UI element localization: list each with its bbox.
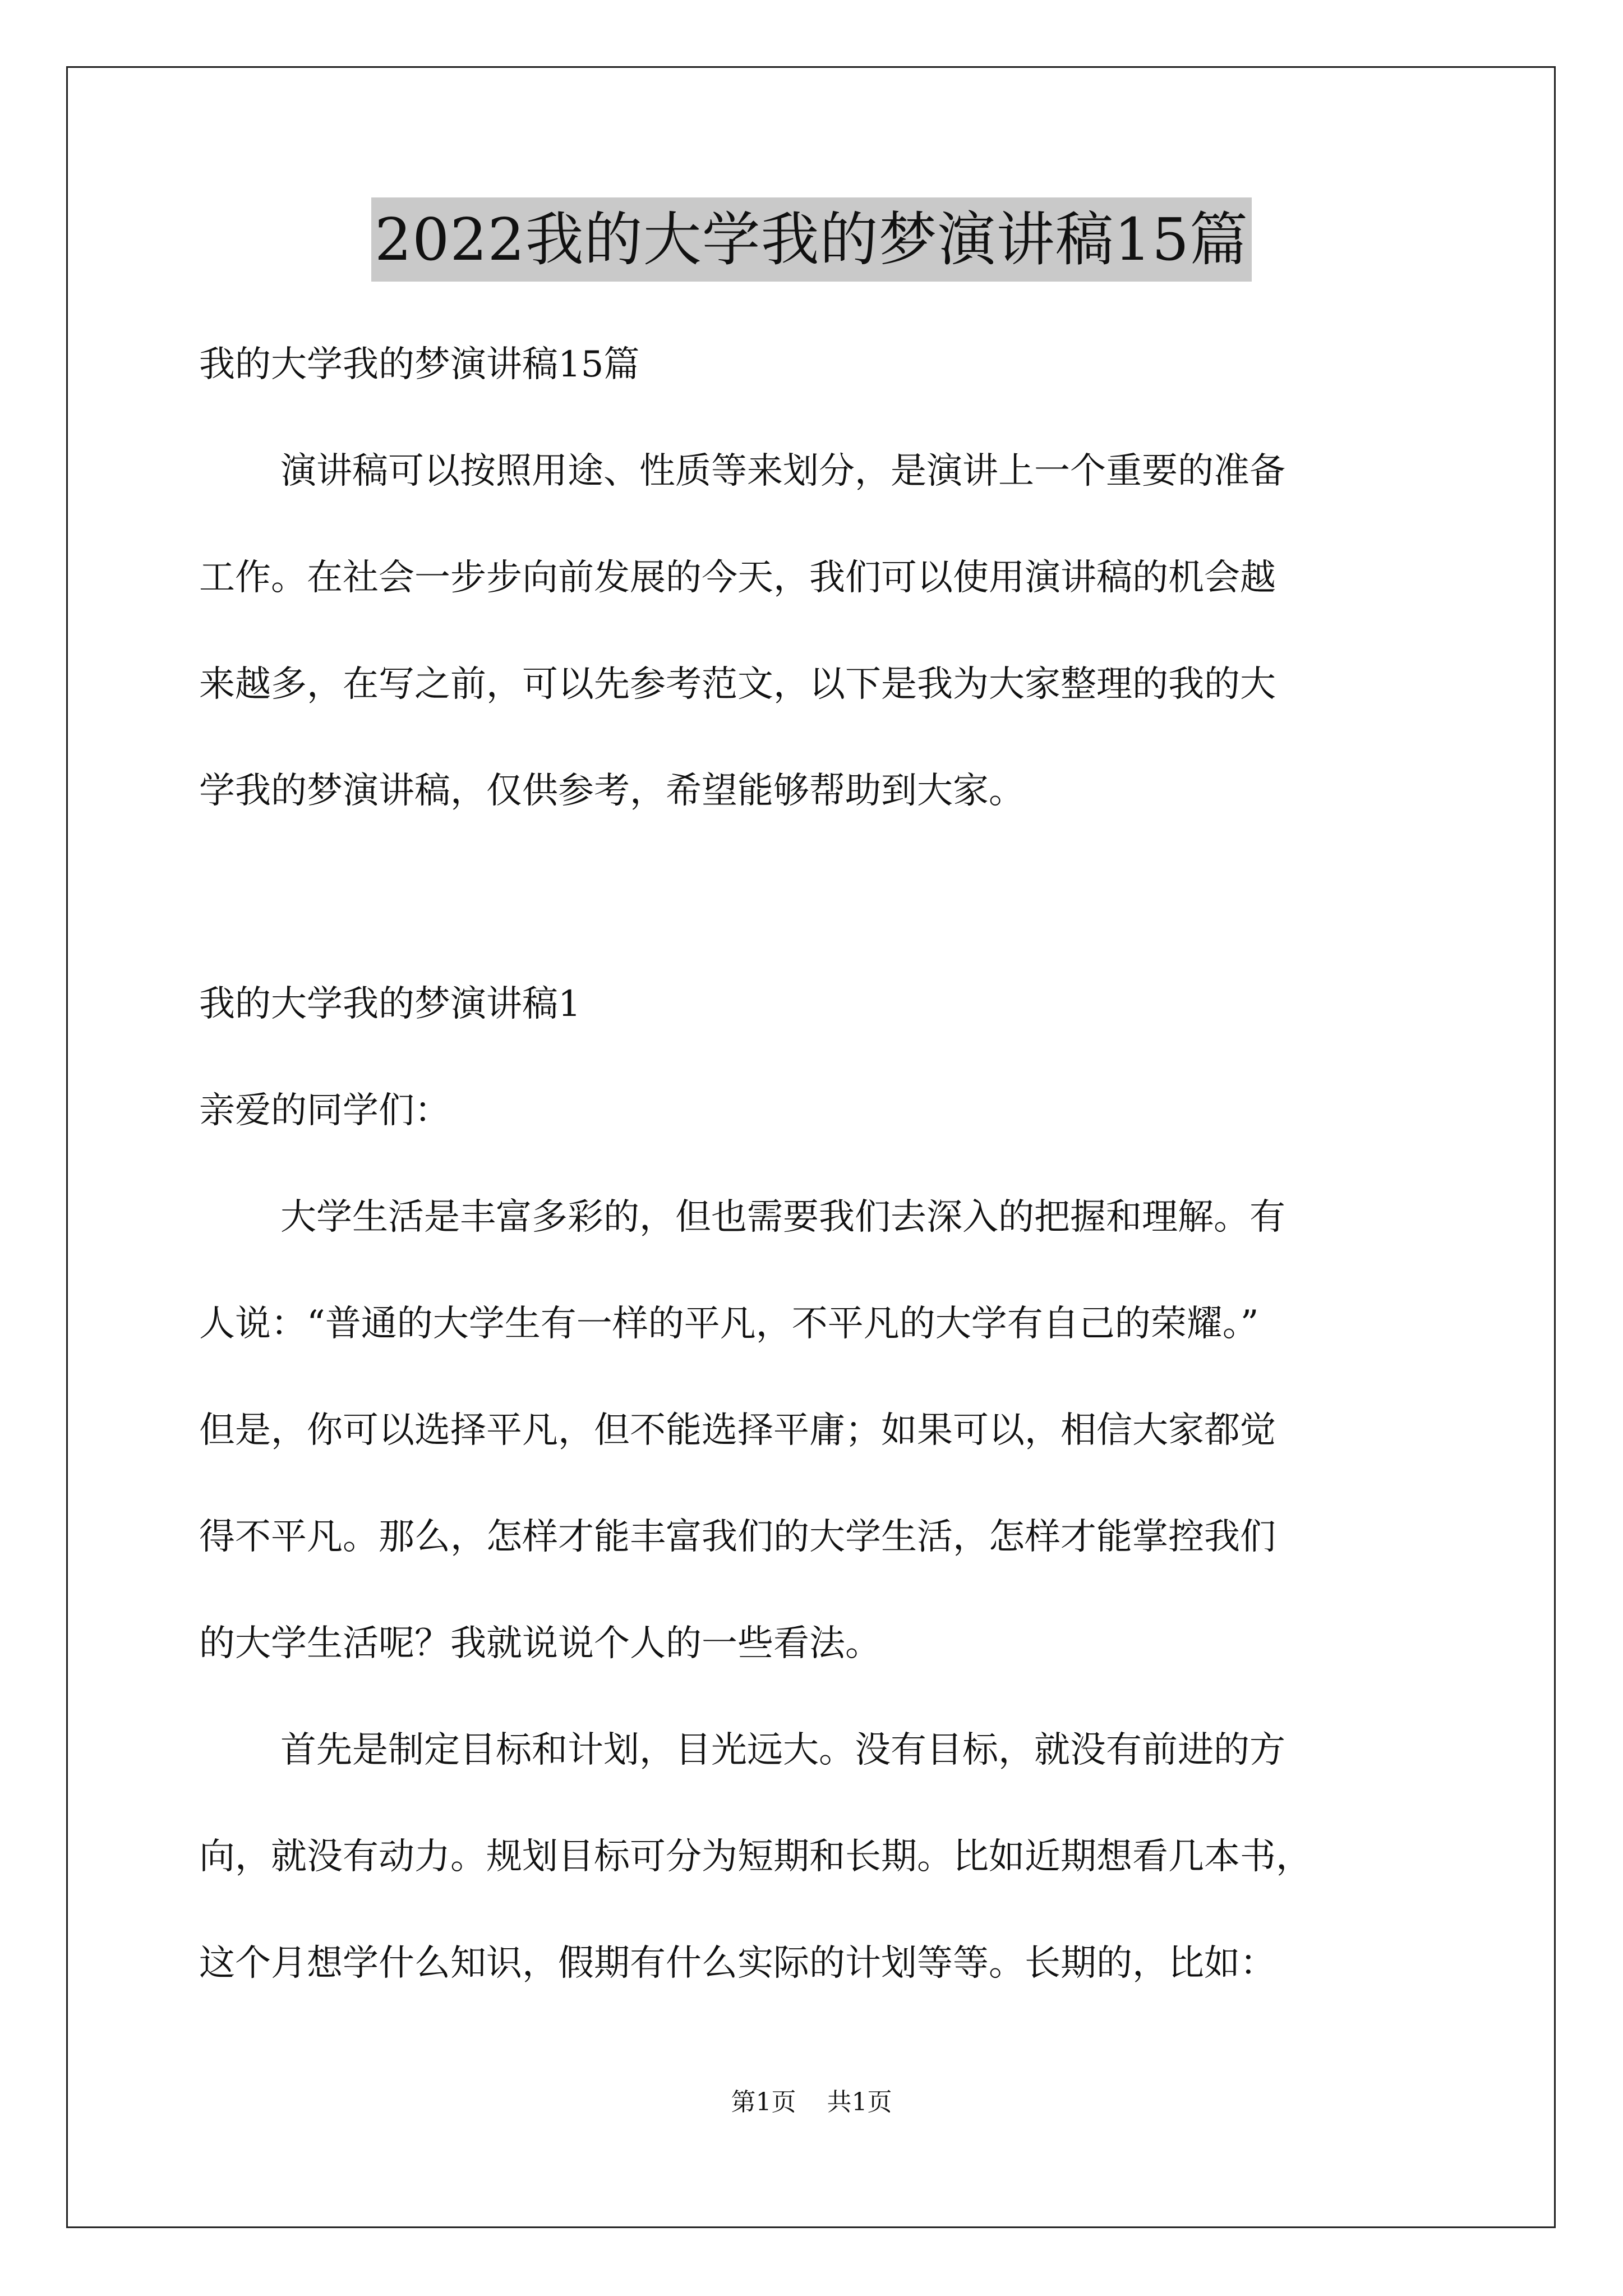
document-subtitle: 我的大学我的梦演讲稿15篇 — [199, 344, 640, 385]
paragraph-line: 但是，你可以选择平凡，但不能选择平庸；如果可以，相信大家都觉 — [199, 1410, 1276, 1451]
document-title: 2022我的大学我的梦演讲稿15篇 — [371, 197, 1252, 282]
intro-line: 工作。在社会一步步向前发展的今天，我们可以使用演讲稿的机会越 — [199, 557, 1276, 599]
paragraph-line: 人说：“普通的大学生有一样的平凡，不平凡的大学有自己的荣耀。” — [199, 1303, 1259, 1345]
paragraph-gap — [199, 844, 1433, 951]
page-total: 共1页 — [827, 2088, 892, 2116]
title-container — [0, 197, 1623, 282]
paragraph-line: 大学生活是丰富多彩的，但也需要我们去深入的把握和理解。有 — [280, 1197, 1285, 1238]
paragraph-line: 首先是制定目标和计划，目光远大。没有目标，就没有前进的方 — [280, 1729, 1285, 1771]
intro-line: 演讲稿可以按照用途、性质等来划分，是演讲上一个重要的准备 — [280, 450, 1285, 492]
page-footer — [0, 2086, 1623, 2119]
page-number: 第1页 — [731, 2088, 796, 2116]
intro-line: 来越多，在写之前，可以先参考范文，以下是我为大家整理的我的大 — [199, 664, 1276, 705]
document-body — [199, 311, 1433, 2017]
paragraph-line: 的大学生活呢？我就说说个人的一些看法。 — [199, 1623, 881, 1664]
intro-line: 学我的梦演讲稿，仅供参考，希望能够帮助到大家。 — [199, 770, 1025, 812]
paragraph-line: 这个月想学什么知识，假期有什么实际的计划等等。长期的，比如： — [199, 1943, 1276, 1984]
paragraph-line: 得不平凡。那么，怎样才能丰富我们的大学生活，怎样才能掌控我们 — [199, 1516, 1276, 1558]
section-heading: 我的大学我的梦演讲稿1 — [199, 983, 581, 1025]
paragraph-line: 向，就没有动力。规划目标可分为短期和长期。比如近期想看几本书， — [199, 1836, 1312, 1878]
greeting: 亲爱的同学们： — [199, 1090, 450, 1131]
